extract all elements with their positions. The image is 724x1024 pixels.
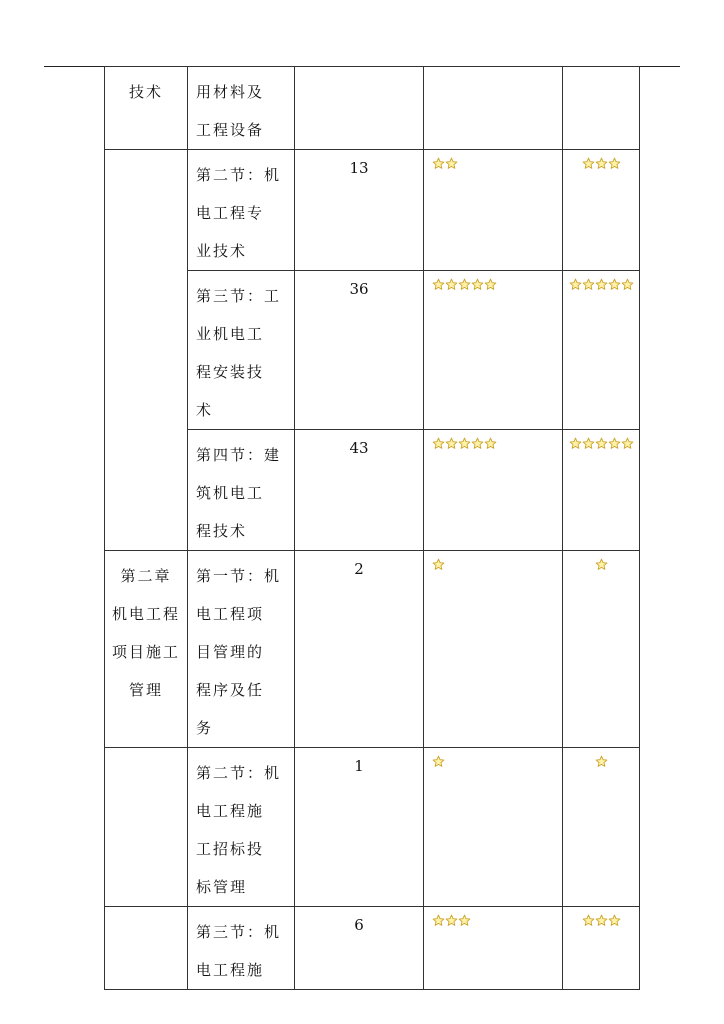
star-icon (582, 278, 595, 291)
importance-rating-cell (424, 150, 563, 271)
difficulty-rating-cell (563, 150, 640, 271)
importance-rating (432, 437, 497, 452)
star-icon (608, 278, 621, 291)
chapter-cell (105, 748, 188, 907)
section-line: 电工程项 (196, 605, 265, 623)
star-icon (608, 157, 621, 170)
chapter-cell (105, 907, 188, 990)
section-line: 术 (196, 401, 214, 419)
section-line: 程序及任 (196, 681, 265, 699)
section-line: 目管理的 (196, 643, 265, 661)
difficulty-rating-cell (563, 430, 640, 551)
star-icon (432, 278, 445, 291)
star-icon (621, 437, 634, 450)
difficulty-rating-cell (563, 748, 640, 907)
star-icon (432, 157, 445, 170)
section-line: 务 (196, 719, 214, 737)
score-cell (295, 67, 424, 150)
star-icon (458, 278, 471, 291)
importance-rating-cell (424, 551, 563, 748)
star-icon (595, 558, 608, 571)
syllabus-table (104, 66, 640, 990)
star-icon (621, 278, 634, 291)
star-icon (432, 914, 445, 927)
section-line: 业技术 (196, 242, 248, 260)
star-icon (569, 278, 582, 291)
section-line: 第四节：建 (196, 446, 282, 464)
score-cell (295, 271, 424, 430)
star-icon (432, 558, 445, 571)
score-cell (295, 150, 424, 271)
table-row (105, 67, 640, 150)
section-line: 第一节：机 (196, 567, 282, 585)
chapter-line: 技术 (128, 83, 163, 101)
section-line: 工招标投 (196, 840, 265, 858)
section-line: 筑机电工 (196, 484, 265, 502)
chapter-cell (105, 430, 188, 551)
star-icon (445, 914, 458, 927)
difficulty-rating-cell (563, 271, 640, 430)
importance-rating-cell (424, 271, 563, 430)
section-line: 用材料及 (196, 83, 265, 101)
star-icon (595, 914, 608, 927)
score-cell (295, 907, 424, 990)
difficulty-rating (582, 914, 621, 929)
star-icon (445, 437, 458, 450)
section-cell (188, 67, 295, 150)
difficulty-rating-cell (563, 67, 640, 150)
star-icon (432, 755, 445, 768)
table-row (105, 551, 640, 748)
section-line: 第三节：工 (196, 287, 282, 305)
section-cell (188, 150, 295, 271)
score-cell (295, 748, 424, 907)
importance-rating-cell (424, 67, 563, 150)
star-icon (582, 157, 595, 170)
table-row (105, 150, 640, 271)
score-value: 6 (354, 916, 364, 934)
difficulty-rating (595, 558, 608, 573)
star-icon (595, 157, 608, 170)
chapter-cell (105, 150, 188, 271)
score-value: 2 (354, 560, 364, 578)
section-cell (188, 271, 295, 430)
star-icon (484, 278, 497, 291)
section-line: 程技术 (196, 522, 248, 540)
section-line: 电工程施 (196, 802, 265, 820)
section-cell (188, 430, 295, 551)
chapter-line: 机电工程 (111, 605, 180, 623)
table-row (105, 748, 640, 907)
star-icon (471, 278, 484, 291)
score-cell (295, 430, 424, 551)
section-cell (188, 907, 295, 990)
star-icon (595, 278, 608, 291)
section-line: 第二节：机 (196, 166, 282, 184)
star-icon (484, 437, 497, 450)
importance-rating (432, 278, 497, 293)
star-icon (569, 437, 582, 450)
difficulty-rating (569, 278, 634, 293)
difficulty-rating-cell (563, 551, 640, 748)
section-line: 业机电工 (196, 325, 265, 343)
difficulty-rating-cell (563, 907, 640, 990)
importance-rating-cell (424, 430, 563, 551)
chapter-line: 项目施工 (111, 643, 180, 661)
importance-rating-cell (424, 748, 563, 907)
chapter-cell (105, 271, 188, 430)
star-icon (445, 278, 458, 291)
difficulty-rating (595, 755, 608, 770)
score-cell (295, 551, 424, 748)
section-line: 电工程专 (196, 204, 265, 222)
chapter-cell (105, 551, 188, 748)
section-line: 程安装技 (196, 363, 265, 381)
star-icon (582, 914, 595, 927)
chapter-cell (105, 67, 188, 150)
star-icon (471, 437, 484, 450)
score-value: 13 (349, 159, 369, 177)
importance-rating (432, 558, 445, 573)
table-row (105, 430, 640, 551)
table-row (105, 907, 640, 990)
score-value: 36 (349, 280, 369, 298)
section-line: 标管理 (196, 878, 248, 896)
star-icon (582, 437, 595, 450)
chapter-line: 第二章 (120, 567, 172, 585)
difficulty-rating (582, 157, 621, 172)
section-line: 第二节：机 (196, 764, 282, 782)
importance-rating (432, 755, 445, 770)
star-icon (608, 437, 621, 450)
score-value: 43 (349, 439, 369, 457)
star-icon (432, 437, 445, 450)
chapter-line: 管理 (128, 681, 163, 699)
section-line: 电工程施 (196, 961, 265, 979)
section-cell (188, 748, 295, 907)
star-icon (458, 437, 471, 450)
importance-rating (432, 914, 471, 929)
star-icon (458, 914, 471, 927)
section-line: 工程设备 (196, 121, 265, 139)
section-line: 第三节：机 (196, 923, 282, 941)
difficulty-rating (569, 437, 634, 452)
importance-rating-cell (424, 907, 563, 990)
table-row (105, 271, 640, 430)
score-value: 1 (354, 757, 364, 775)
importance-rating (432, 157, 458, 172)
section-cell (188, 551, 295, 748)
star-icon (595, 437, 608, 450)
star-icon (445, 157, 458, 170)
star-icon (608, 914, 621, 927)
star-icon (595, 755, 608, 768)
